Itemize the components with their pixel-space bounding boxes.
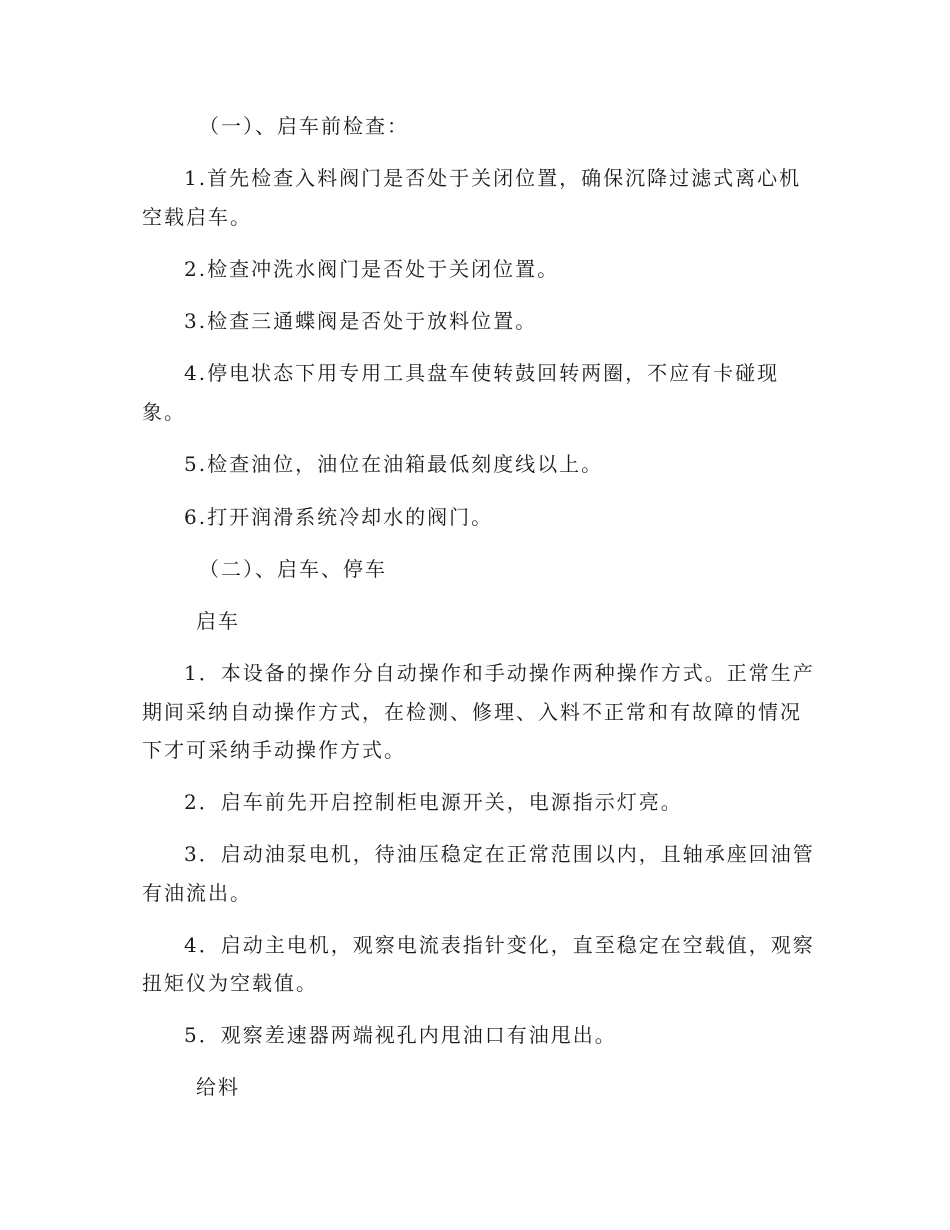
paragraph-line: 3．启动油泵电机，待油压稳定在正常范围以内，且轴承座回油管 xyxy=(184,842,815,866)
paragraph-line: 4.停电状态下用专用工具盘车使转鼓回转两圈，不应有卡碰现 xyxy=(184,361,780,385)
subheading-feed: 给料 xyxy=(196,1075,240,1099)
paragraph-line: 2.检查冲洗水阀门是否处于关闭位置。 xyxy=(184,257,560,281)
paragraph-line: 5．观察差速器两端视孔内甩油口有油甩出。 xyxy=(184,1023,617,1047)
paragraph-line: 5.检查油位，油位在油箱最低刻度线以上。 xyxy=(184,452,604,476)
paragraph-line: 下才可采纳手动操作方式。 xyxy=(142,738,406,762)
paragraph-line: 2．启车前先开启控制柜电源开关，电源指示灯亮。 xyxy=(184,790,683,814)
section-heading-start-stop: （二）、启车、停车 xyxy=(199,557,387,581)
paragraph-line: 有油流出。 xyxy=(142,881,252,905)
paragraph-line: 扭矩仪为空载值。 xyxy=(142,971,318,995)
paragraph-line: 空载启车。 xyxy=(142,205,252,229)
paragraph-line: 1.首先检查入料阀门是否处于关闭位置，确保沉降过滤式离心机 xyxy=(184,166,802,190)
paragraph-line: 4．启动主电机，观察电流表指针变化，直至稳定在空载值，观察 xyxy=(184,933,815,957)
paragraph-line: 象。 xyxy=(142,400,186,424)
paragraph-line: 3.检查三通蝶阀是否处于放料位置。 xyxy=(184,309,538,333)
paragraph-line: 6.打开润滑系统冷却水的阀门。 xyxy=(184,505,494,529)
paragraph-line: 1．本设备的操作分自动操作和手动操作两种操作方式。正常生产 xyxy=(184,661,815,685)
subheading-start: 启车 xyxy=(196,609,240,633)
section-heading-pre-start-check: （一）、启车前检查： xyxy=(199,114,409,138)
paragraph-line: 期间采纳自动操作方式，在检测、修理、入料不正常和有故障的情况 xyxy=(142,700,802,724)
